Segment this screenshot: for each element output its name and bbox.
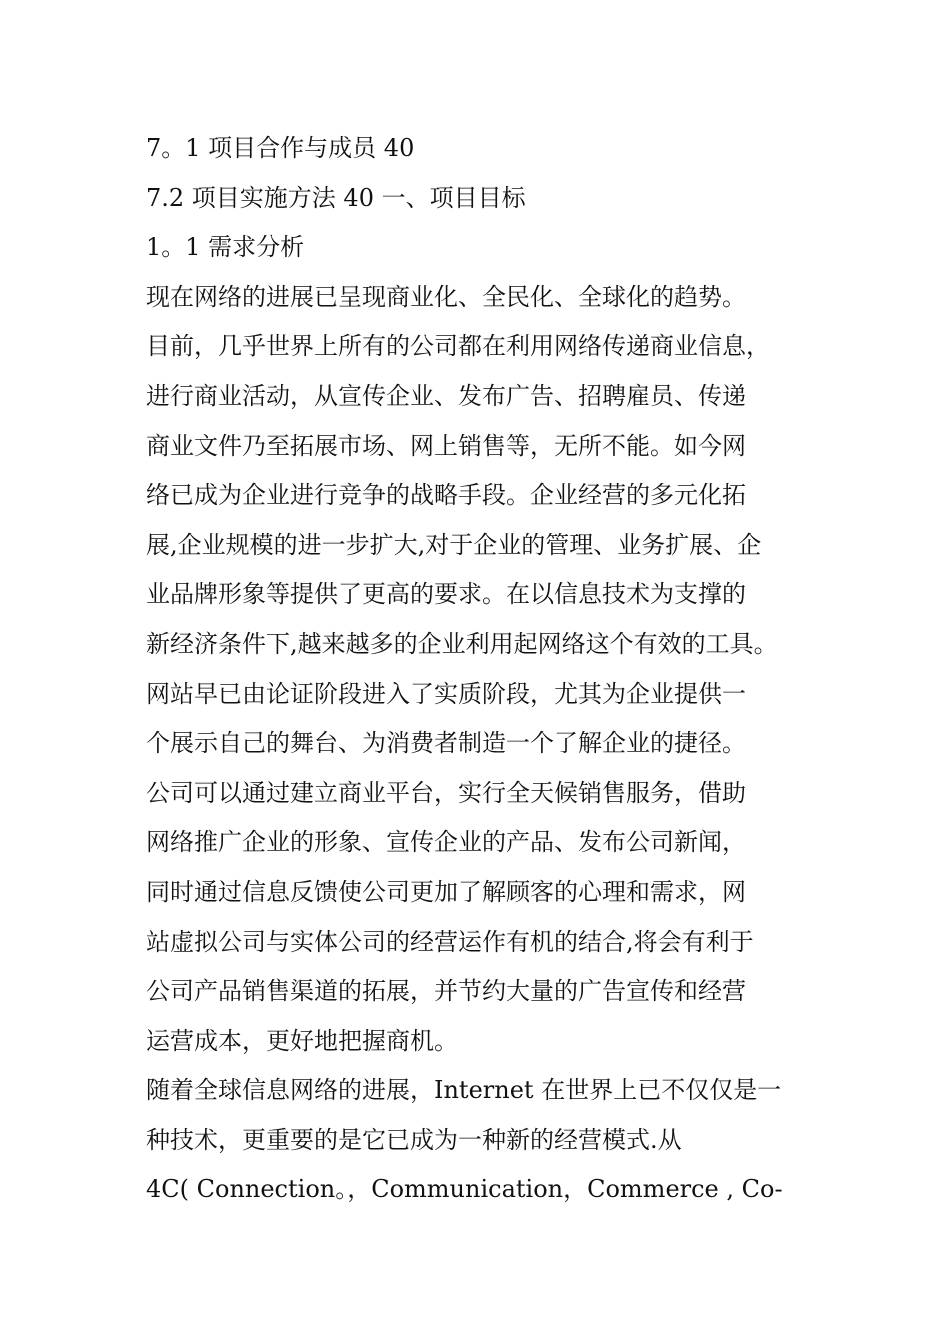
body-line: 个展示自己的舞台、为消费者制造一个了解企业的捷径。: [146, 729, 746, 758]
body-line: 种技术，更重要的是它已成为一种新的经营模式.从: [146, 1125, 682, 1154]
toc-entry-7-1: 7。1 项目合作与成员 40: [146, 134, 415, 162]
document-body: [146, 124, 826, 1215]
body-line: 业品牌形象等提供了更高的要求。在以信息技术为支撑的: [146, 580, 746, 609]
body-line: 公司产品销售渠道的拓展，并节约大量的广告宣传和经营: [146, 977, 746, 1006]
body-line: 站虚拟公司与实体公司的经营运作有机的结合,将会有利于: [146, 927, 754, 956]
body-line: 进行商业活动，从宣传企业、发布广告、招聘雇员、传递: [146, 381, 746, 410]
body-line: 运营成本，更好地把握商机。: [146, 1026, 458, 1055]
body-line: 网站早已由论证阶段进入了实质阶段，尤其为企业提供一: [146, 679, 746, 708]
toc-entry-7-2: 7.2 项目实施方法 40 一、项目目标: [146, 183, 526, 212]
section-heading-1-1: 1。1 需求分析: [146, 233, 305, 262]
body-line: 商业文件乃至拓展市场、网上销售等，无所不能。如今网: [146, 431, 746, 460]
body-line: 网络推广企业的形象、宣传企业的产品、发布公司新闻，: [146, 828, 746, 857]
body-line: 4C( Connection。，Communication，Commerce , Co-: [146, 1175, 783, 1204]
body-line: 目前，几乎世界上所有的公司都在利用网络传递商业信息，: [146, 332, 770, 361]
body-line: 展,企业规模的进一步扩大,对于企业的管理、业务扩展、企: [146, 530, 762, 559]
body-line: 现在网络的进展已呈现商业化、全民化、全球化的趋势。: [146, 282, 746, 311]
body-line: 络已成为企业进行竞争的战略手段。企业经营的多元化拓: [146, 481, 746, 510]
body-line: 公司可以通过建立商业平台，实行全天候销售服务，借助: [146, 778, 746, 807]
body-line: 随着全球信息网络的进展，Internet 在世界上已不仅仅是一: [146, 1076, 782, 1105]
body-line: 新经济条件下,越来越多的企业利用起网络这个有效的工具。: [146, 629, 778, 658]
body-line: 同时通过信息反馈使公司更加了解顾客的心理和需求，网: [146, 877, 746, 906]
